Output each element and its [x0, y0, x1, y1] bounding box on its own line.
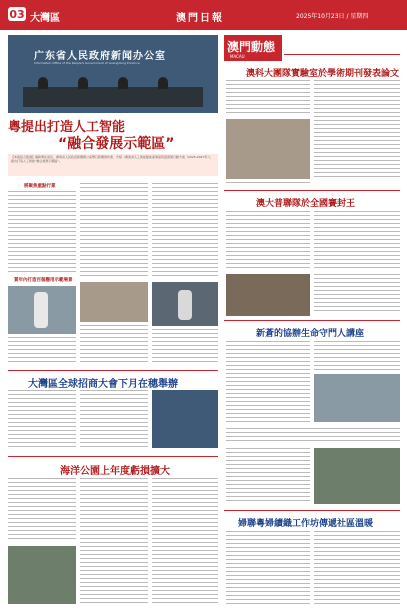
- story3-col-3: [152, 478, 218, 604]
- issue-date: 2025年10月23日 / 星期四: [296, 13, 369, 20]
- right-story1-col-1: [226, 80, 310, 116]
- divider-2: [8, 456, 218, 457]
- body-col-1: [8, 191, 76, 273]
- subhead-2: 質年內打造百個應用示範場景: [14, 278, 73, 283]
- subhead-1: 將聚焦重點行業: [24, 184, 56, 189]
- right-story3-col-2: [314, 341, 400, 371]
- right-story3-col-1: [226, 341, 310, 425]
- section-rule: [284, 54, 400, 55]
- right-story2-col-1: [226, 211, 310, 271]
- right-story1-col-3: [226, 182, 310, 186]
- divider-1: [8, 370, 218, 371]
- story3-col-2: [80, 478, 148, 604]
- workshop-photo: [314, 448, 400, 504]
- banner-title: 广东省人民政府新闻办公室: [34, 51, 166, 62]
- robot-photo: [8, 286, 76, 334]
- lead-text: 【本報綜合報道】據新華社消息，廣東省人民政府新聞辦公室舉行新聞發布會，介紹《廣東省人工智能賦能產業高質量發展行動方案（2025-2027年）》，提出打造人工智能“融合發展示範區”。: [11, 155, 214, 163]
- macau-section-en: MACAU: [230, 54, 245, 59]
- main-headline-line2: “融合發展示範區”: [58, 136, 175, 152]
- body-col-2: [80, 183, 148, 279]
- story2-title: 大灣區全球招商大會下月在穗舉辦: [28, 379, 178, 390]
- page-number: 03: [9, 8, 25, 21]
- story3-col-1: [8, 478, 76, 542]
- right-story2-col-3: [314, 274, 400, 314]
- macau-section-title: 澳門動態: [227, 40, 276, 54]
- right-story4-col-1: [226, 531, 310, 604]
- body-col-2b: [80, 325, 148, 365]
- main-headline-line1: 粵提出打造人工智能: [8, 120, 126, 135]
- right-story2-col-2: [314, 211, 400, 271]
- right-story1-col-2: [314, 80, 400, 180]
- right-story4-col-2: [314, 531, 400, 604]
- right-story1-title: 澳科大團隊實驗室於學術期刊發表論文: [246, 69, 400, 79]
- right-story2-title: 澳大普聯隊於全國賽封王: [256, 199, 356, 209]
- right-story3-col-3: [226, 428, 400, 444]
- ocean-park-photo: [8, 546, 76, 604]
- divider-r1: [224, 190, 400, 191]
- body-col-3: [152, 183, 218, 279]
- right-story3-col-4: [226, 448, 310, 504]
- divider-r3: [224, 510, 400, 511]
- paper-name: 澳門日報: [176, 13, 224, 24]
- conference-photo: [152, 390, 218, 448]
- section-name: 大灣區: [30, 13, 60, 24]
- story2-col-1: [8, 390, 76, 450]
- team-photo: [226, 274, 310, 316]
- banner-subtitle: Information Office of the People's Government of Guangdong Province: [34, 61, 140, 65]
- right-story3-title: 新蒼的協辦生命守門人講座: [256, 329, 365, 339]
- body-col-3b: [152, 329, 218, 365]
- ai-photo-2: [152, 282, 218, 326]
- divider-r2: [224, 320, 400, 321]
- seminar-photo: [314, 374, 400, 422]
- research-team-photo: [226, 119, 310, 179]
- ai-photo-1: [80, 282, 148, 322]
- right-story4-title: 婦聯粵婦續織工作坊傳遞社區溫暖: [238, 519, 374, 529]
- body-col-1b: [8, 337, 76, 365]
- story2-col-2: [80, 390, 148, 450]
- story3-title: 海洋公園上年度虧損擴大: [60, 466, 170, 477]
